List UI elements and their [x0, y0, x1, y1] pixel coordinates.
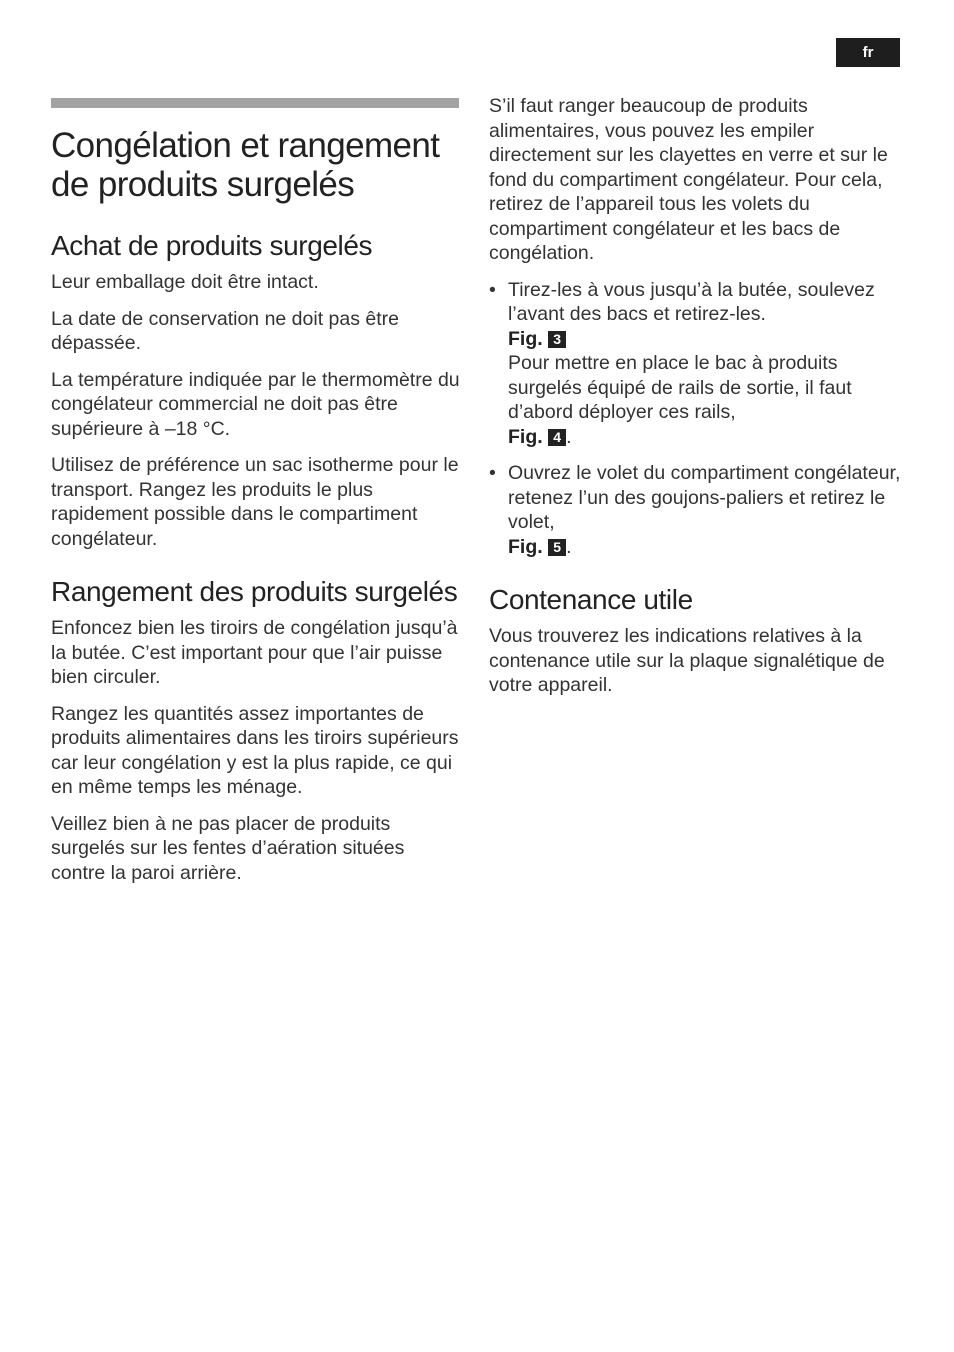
rangement-paragraph-3: Veillez bien à ne pas placer de produits surgelés sur les fentes d’aération situées contre la paroi arrière.	[51, 812, 405, 884]
heading-rangement: Rangement des produits surgelés	[51, 576, 458, 607]
bullet-text: Pour mettre en place le bac à produits surgelés équipé de rails de sortie, il faut d’abord déployer ces rails,	[508, 352, 852, 423]
rangement-paragraph-2: Rangez les quantités assez importantes de produits alimentaires dans les tiroirs supérieurs car leur congélation y est la plus rapide, ce qui en même temps les ménage.	[51, 702, 459, 798]
bullet-marker: •	[489, 462, 496, 484]
achat-paragraph-3: La température indiquée par le thermomètre du congélateur commercial ne doit pas être supérieure à –18 °C.	[51, 368, 460, 440]
instruction-list	[489, 278, 904, 560]
heading-contenance: Contenance utile	[489, 584, 693, 615]
figure-number-badge: 4	[548, 429, 566, 446]
figure-reference: Fig.	[508, 327, 543, 350]
list-item	[489, 278, 904, 450]
achat-paragraph-4: Utilisez de préférence un sac isotherme pour le transport. Rangez les produits le plus rapidement possible dans le compartiment congélateur.	[51, 454, 459, 550]
list-item	[489, 461, 904, 559]
bullet-text: Ouvrez le volet du compartiment congélateur, retenez l’un des goujons-paliers et retirez le volet,	[508, 462, 901, 533]
bullet-marker: •	[489, 278, 496, 301]
left-column	[51, 98, 461, 885]
bullet-end-punctuation: .	[566, 535, 572, 558]
bullet-end-punctuation: .	[566, 425, 572, 448]
heading-achat: Achat de produits surgelés	[51, 230, 373, 261]
rangement-paragraph-1: Enfoncez bien les tiroirs de congélation jusqu’à la butée. C’est important pour que l’air puisse bien circuler.	[51, 617, 458, 688]
storage-intro-paragraph: S’il faut ranger beaucoup de produits alimentaires, vous pouvez les empiler directement sur les clayettes en verre et sur le fond du compartiment congélateur. Pour cela, retirez de l’appareil tous les volets du compartiment congélateur et les bacs de congélation.	[489, 95, 888, 264]
right-column	[489, 94, 904, 698]
achat-paragraph-2: La date de conservation ne doit pas être dépassée.	[51, 307, 399, 354]
figure-number-badge: 5	[548, 539, 566, 556]
figure-reference: Fig.	[508, 535, 543, 558]
contenance-paragraph: Vous trouverez les indications relatives à la contenance utile sur la plaque signalétique de votre appareil.	[489, 625, 885, 696]
figure-reference: Fig.	[508, 425, 543, 448]
bullet-text: Tirez-les à vous jusqu’à la butée, soulevez l’avant des bacs et retirez-les.	[508, 278, 875, 325]
language-badge: fr	[836, 38, 900, 67]
page-title: Congélation et rangement de produits surgelés	[51, 126, 440, 204]
achat-paragraph-1: Leur emballage doit être intact.	[51, 271, 319, 293]
figure-number-badge: 3	[548, 331, 566, 348]
title-rule	[51, 98, 459, 108]
